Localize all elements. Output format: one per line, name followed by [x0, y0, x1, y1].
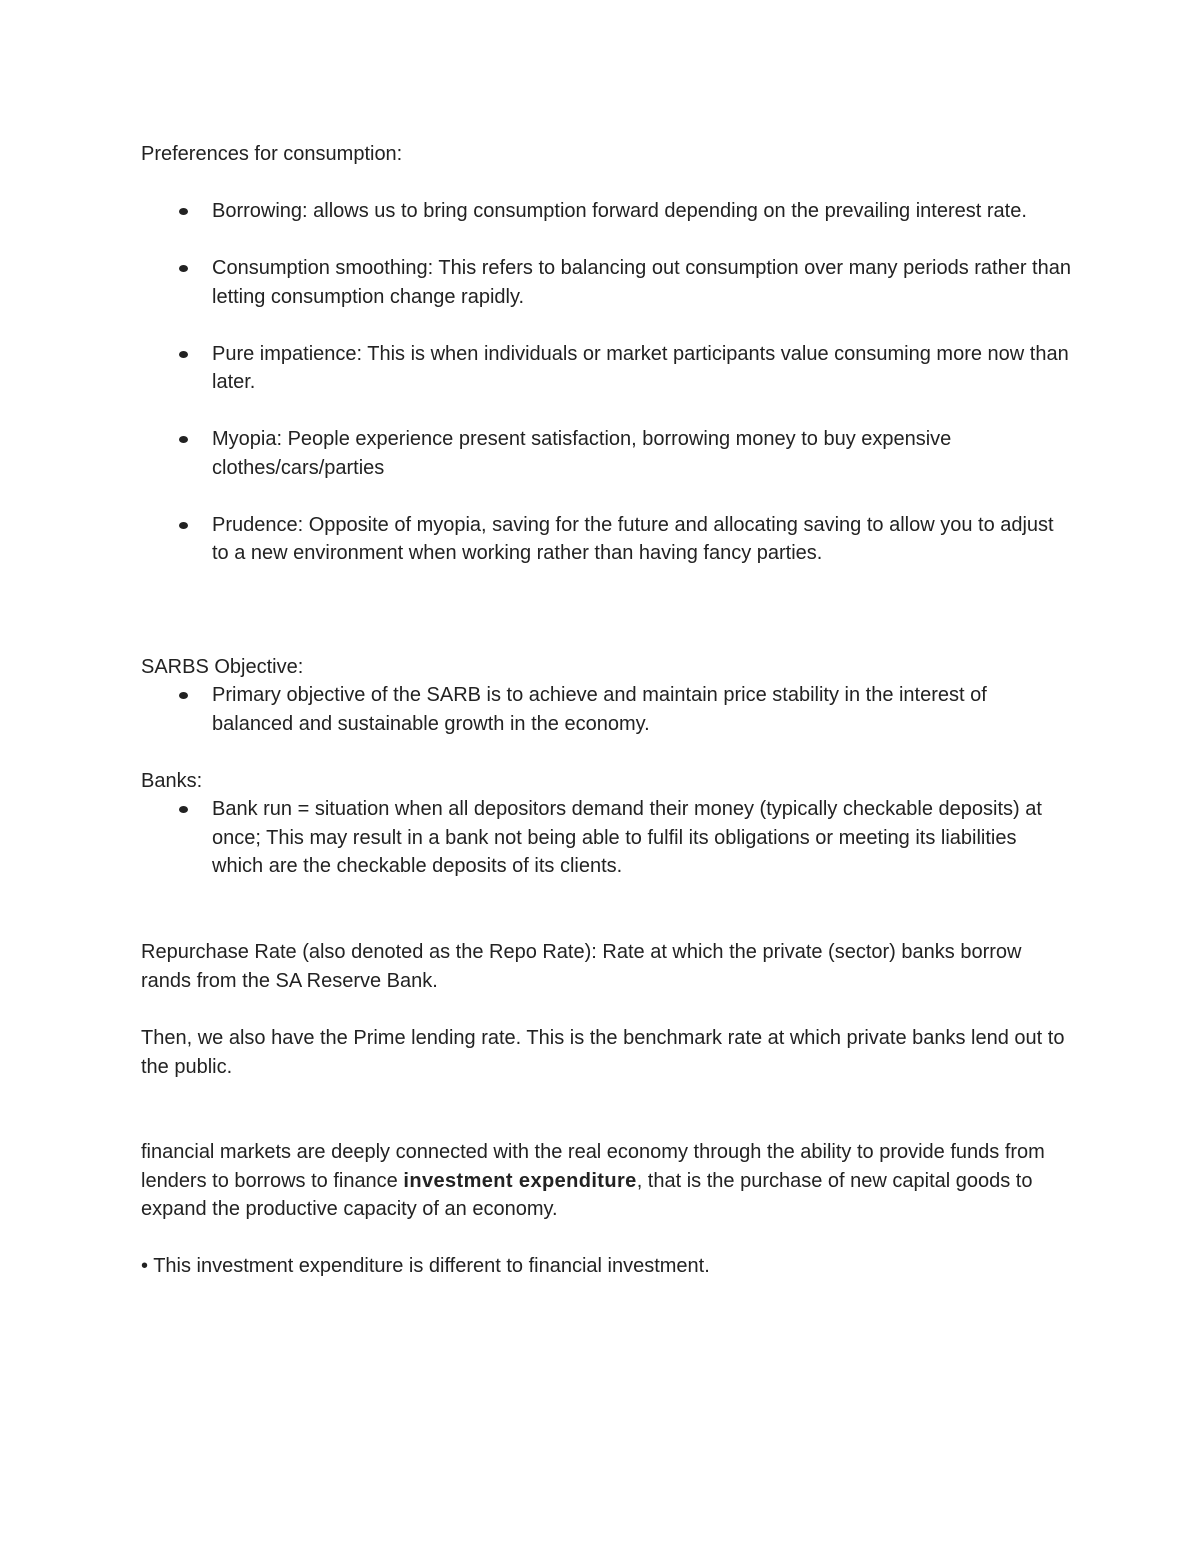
- list-item-text: Primary objective of the SARB is to achieve and maintain price stability in the interest of balanced and sustainable growth in the economy.: [212, 684, 987, 735]
- preferences-list: [141, 197, 1071, 568]
- sarb-heading: SARBS Objective:: [141, 656, 304, 678]
- paragraph-text: financial markets are deeply connected with the real economy through the ability to provide funds from lenders to borrows to finance: [141, 1141, 1045, 1192]
- list-item: [141, 425, 1071, 482]
- bullet-icon: [179, 436, 188, 443]
- bullet-icon: [179, 265, 188, 272]
- list-item-text: Myopia: People experience present satisfaction, borrowing money to buy expensive clothes/cars/parties: [212, 428, 952, 479]
- repo-rate-paragraph: Repurchase Rate (also denoted as the Repo Rate): Rate at which the private (sector) banks borrow rands from the SA Reserve Bank.: [141, 941, 1022, 992]
- prime-rate-paragraph: Then, we also have the Prime lending rate. This is the benchmark rate at which private banks lend out to the public.: [141, 1027, 1065, 1078]
- list-item: [141, 340, 1071, 397]
- list-item: [141, 511, 1071, 568]
- paragraph-text: , that is the purchase of new capital goods to expand the productive capacity of an economy.: [141, 1169, 1033, 1220]
- banks-heading: Banks:: [141, 770, 203, 792]
- preferences-heading: Preferences for consumption:: [141, 143, 403, 165]
- bullet-icon: [179, 351, 188, 358]
- list-item: [141, 197, 1071, 226]
- bullet-icon: [179, 522, 188, 529]
- note-paragraph: • This investment expenditure is different to financial investment.: [141, 1255, 710, 1277]
- list-item-text: Bank run = situation when all depositors demand their money (typically checkable deposits) at once; This may result in a bank not being able to fulfil its obligations or meeting its liabilities which are the checkable deposits of its clients.: [212, 798, 1042, 877]
- list-item: [141, 795, 1071, 881]
- list-item-text: Prudence: Opposite of myopia, saving for the future and allocating saving to allow you to adjust to a new environment when working rather than having fancy parties.: [212, 513, 1054, 564]
- bullet-icon: [179, 806, 188, 813]
- bullet-icon: [179, 208, 188, 215]
- bold-term: investment expenditure: [403, 1169, 637, 1192]
- list-item-text: Borrowing: allows us to bring consumption forward depending on the prevailing interest rate.: [212, 200, 1027, 222]
- banks-list: [141, 795, 1071, 881]
- financial-markets-paragraph: [141, 1138, 1071, 1224]
- list-item-text: Consumption smoothing: This refers to balancing out consumption over many periods rather than letting consumption change rapidly.: [212, 257, 1071, 308]
- sarb-list: [141, 681, 1071, 738]
- bullet-icon: [179, 692, 188, 699]
- list-item: [141, 254, 1071, 311]
- list-item-text: Pure impatience: This is when individuals or market participants value consuming more now than later.: [212, 342, 1069, 393]
- list-item: [141, 681, 1071, 738]
